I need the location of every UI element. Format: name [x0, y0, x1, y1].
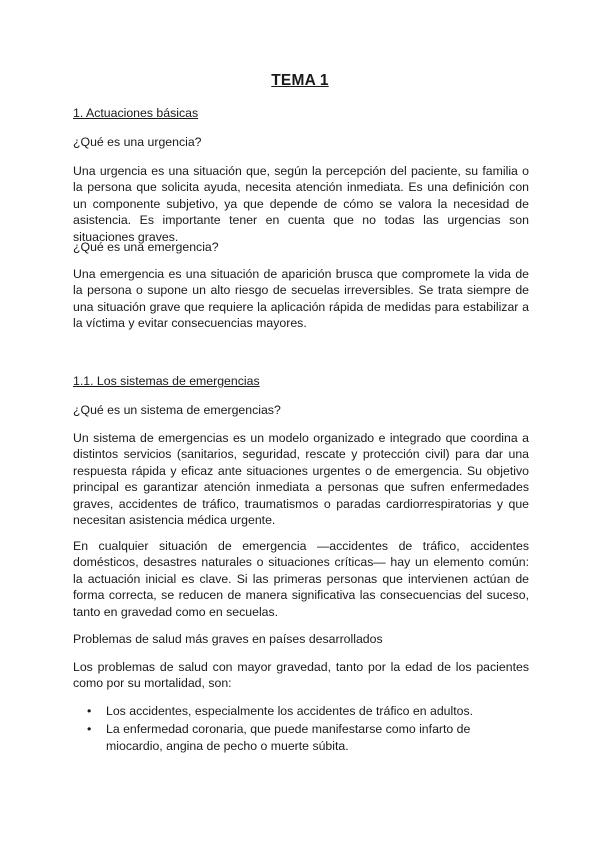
- paragraph-problemas-salud: Los problemas de salud con mayor gravedad, tanto por la edad de los pacientes como por su mortalidad, son:: [73, 660, 529, 691]
- page-title: TEMA 1: [271, 72, 329, 89]
- paragraph-urgencia: Una urgencia es una situación que, según la percepción del paciente, su familia o la persona que solicita ayuda, necesita atención inmediata. Es una definición con un componente subjetivo, ya que depende de cómo se valora la necesidad de asistencia. Es importante tener en cuenta que no todas las urgencias son situaciones graves.: [73, 164, 529, 244]
- bullet-list: [73, 703, 529, 756]
- list-item: [73, 721, 529, 754]
- list-item-text: La enfermedad coronaria, que puede manifestarse como infarto de miocardio, angina de pecho o muerte súbita.: [106, 722, 471, 753]
- subheading-problemas-salud: Problemas de salud más graves en países desarrollados: [73, 632, 383, 646]
- paragraph-actuacion-inicial: En cualquier situación de emergencia —accidentes de tráfico, accidentes domésticos, desastres naturales o situaciones críticas— hay un elemento común: la actuación inicial es clave. Si las primeras personas que intervienen actúan de forma correcta, se reducen de manera significativa las consecuencias del suceso, tanto en gravedad como en secuelas.: [73, 539, 529, 619]
- section-heading-sistemas: 1.1. Los sistemas de emergencias: [73, 374, 260, 388]
- question-sistema: ¿Qué es un sistema de emergencias?: [73, 403, 281, 417]
- question-emergencia: ¿Qué es una emergencia?: [73, 240, 219, 254]
- list-item: [73, 703, 529, 719]
- question-urgencia: ¿Qué es una urgencia?: [73, 135, 202, 149]
- bullet-icon: •: [87, 704, 92, 718]
- list-item-text: Los accidentes, especialmente los accidentes de tráfico en adultos.: [106, 704, 474, 718]
- section-heading-actuaciones: 1. Actuaciones básicas: [73, 106, 199, 120]
- paragraph-sistema: Un sistema de emergencias es un modelo organizado e integrado que coordina a distintos servicios (sanitarios, seguridad, rescate y protección civil) para dar una respuesta rápida y eficaz ante situaciones urgentes o de emergencia. Su objetivo principal es garantizar atención inmediata a personas que sufren enfermedades graves, accidentes de tráfico, traumatismos o paradas cardiorrespiratorias y que necesitan asistencia médica urgente.: [73, 431, 529, 528]
- paragraph-emergencia: Una emergencia es una situación de aparición brusca que compromete la vida de la persona o supone un alto riesgo de secuelas irreversibles. Se trata siempre de una situación grave que requiere la aplicación rápida de medidas para estabilizar a la víctima y evitar consecuencias mayores.: [73, 267, 529, 331]
- bullet-icon: •: [87, 722, 92, 737]
